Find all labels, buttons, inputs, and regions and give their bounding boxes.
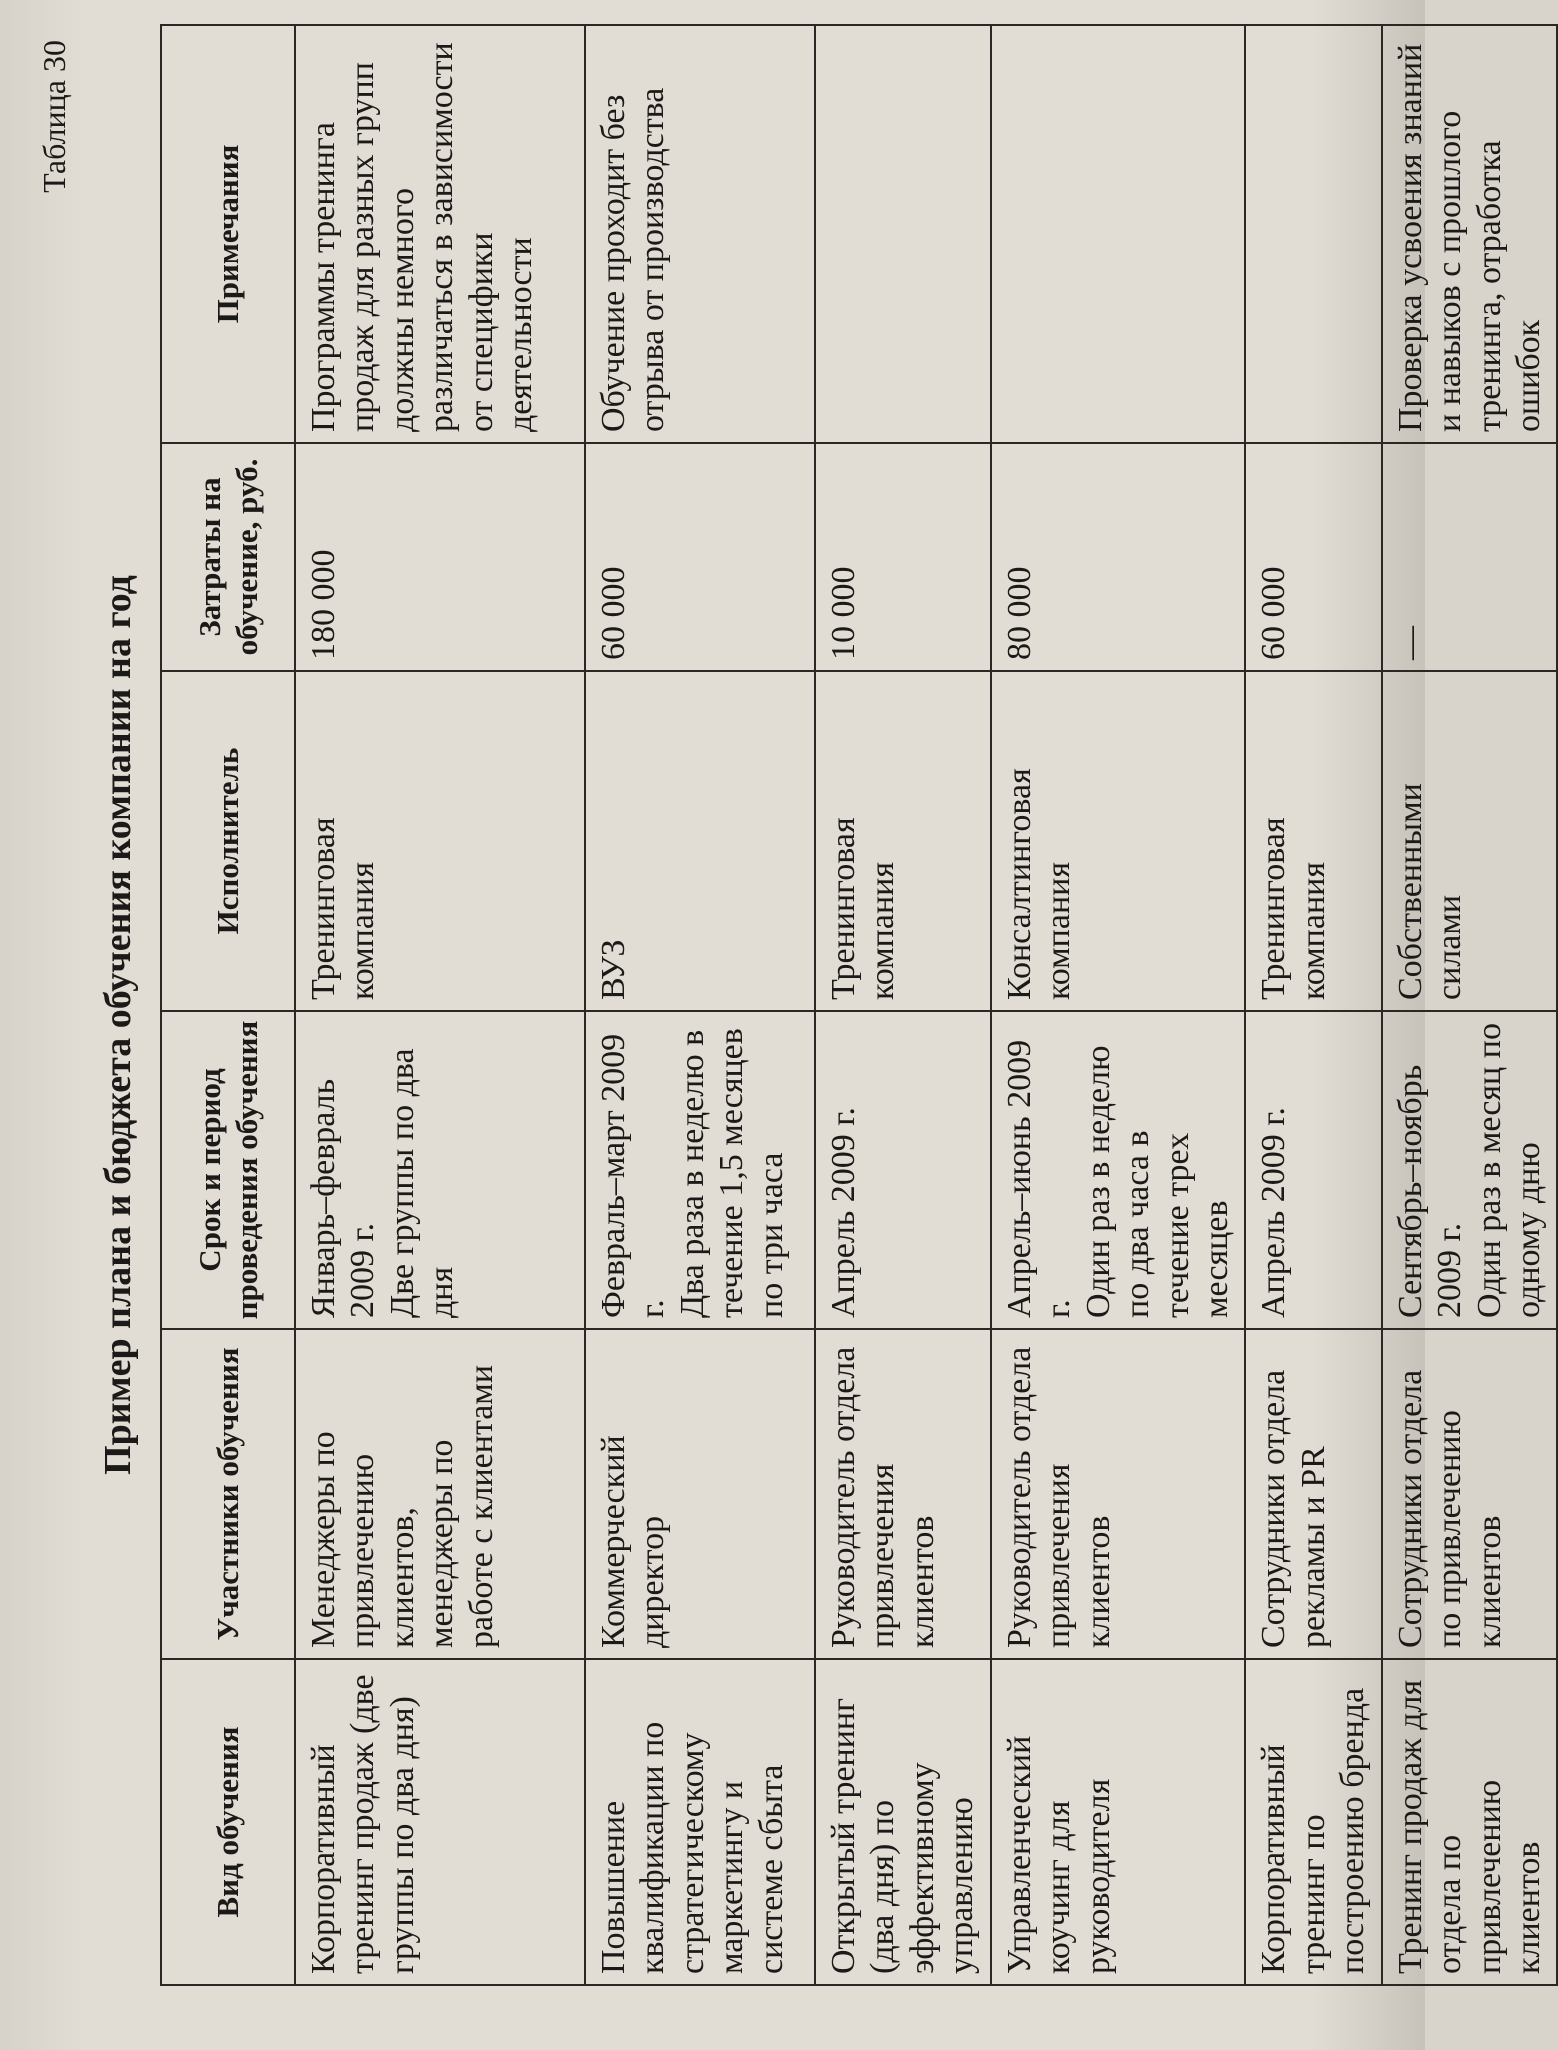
cell-term	[585, 1011, 815, 1329]
table-title: Пример плана и бюджета обучения компании на год	[97, 575, 139, 1475]
cell-notes: Обучение проходит без отрыва от производства	[585, 25, 815, 443]
cell-notes: Программы тренинга продаж для разных групп должны немного различаться в зависимости от специфики деятельности	[295, 25, 585, 443]
term-period: Апрель–июнь 2009 г.	[1000, 1039, 1078, 1318]
header-participants: Участники обучения	[161, 1329, 295, 1659]
cell-participants: Сотрудники отдела рекламы и PR	[1245, 1329, 1381, 1659]
cell-notes	[991, 25, 1246, 443]
header-executor: Исполнитель	[161, 671, 295, 1011]
table-row	[585, 25, 815, 1985]
cell-cost: 60 000	[585, 443, 815, 671]
cell-notes: Проверка усвоения знаний и навыков с прошлого тренинга, отработка ошибок	[1382, 25, 1558, 443]
cell-kind: Управленческий коучинг для руководителя	[991, 1659, 1246, 1985]
term-period: Сентябрь–ноябрь 2009 г.	[1391, 1064, 1469, 1318]
cell-term	[295, 1011, 585, 1329]
table-row	[1382, 25, 1558, 1985]
header-row	[161, 25, 295, 1985]
header-notes: Примечания	[161, 25, 295, 443]
term-period: Январь–февраль 2009 г.	[305, 1078, 382, 1318]
cell-executor: Консалтинговая компания	[991, 671, 1246, 1011]
cell-kind: Открытый тренинг (два дня) по эффективному управлению	[815, 1659, 991, 1985]
cell-term	[815, 1011, 991, 1329]
term-detail: Один раз в месяц по одному дню	[1470, 1023, 1547, 1318]
cell-kind: Корпоративный тренинг продаж (две группы по два дня)	[295, 1659, 585, 1985]
cell-kind: Тренинг продаж для отдела по привлечению клиентов	[1382, 1659, 1558, 1985]
term-detail: Два раза в неделю в течение 1,5 месяцев по три часа	[673, 1028, 790, 1318]
term-detail: Один раз в неделю по два часа в течение трех месяцев	[1079, 1045, 1235, 1318]
cell-cost: 180 000	[295, 443, 585, 671]
header-cost: Затраты на обучение, руб.	[161, 443, 295, 671]
table-row	[295, 25, 585, 1985]
cell-participants: Руководитель отдела привлечения клиентов	[815, 1329, 991, 1659]
table-number: Таблица 30	[36, 40, 72, 193]
cell-term	[1245, 1011, 1381, 1329]
cell-term	[991, 1011, 1246, 1329]
cell-cost: 10 000	[815, 443, 991, 671]
cell-cost: 80 000	[991, 443, 1246, 671]
cell-notes	[815, 25, 991, 443]
table-row	[815, 25, 991, 1985]
cell-kind: Корпоративный тренинг по построению бренда	[1245, 1659, 1381, 1985]
cell-participants: Сотрудники отдела по привлечению клиентов	[1382, 1329, 1558, 1659]
table-row	[1245, 25, 1381, 1985]
term-detail: Две группы по два дня	[383, 1048, 461, 1318]
cell-executor: ВУЗ	[585, 671, 815, 1011]
header-kind: Вид обучения	[161, 1659, 295, 1985]
cell-executor: Тренинговая компания	[815, 671, 991, 1011]
training-plan-table	[160, 24, 1558, 1986]
term-period: Апрель 2009 г.	[1255, 1107, 1293, 1318]
cell-notes	[1245, 25, 1381, 443]
cell-cost: 60 000	[1245, 443, 1381, 671]
cell-participants: Менеджеры по привлечению клиентов, менеджеры по работе с клиентами	[295, 1329, 585, 1659]
cell-term	[1382, 1011, 1558, 1329]
cell-executor: Собственными силами	[1382, 671, 1558, 1011]
cell-participants: Коммерческий директор	[585, 1329, 815, 1659]
cell-executor: Тренинговая компания	[1245, 671, 1381, 1011]
term-period: Апрель 2009 г.	[825, 1107, 862, 1318]
cell-participants: Руководитель отдела привлечения клиентов	[991, 1329, 1246, 1659]
cell-executor: Тренинговая компания	[295, 671, 585, 1011]
term-period: Февраль–март 2009 г.	[595, 1033, 672, 1318]
header-term: Срок и период проведения обучения	[161, 1011, 295, 1329]
cell-cost: —	[1382, 443, 1558, 671]
cell-kind: Повышение квалификации по стратегическому маркетингу и системе сбыта	[585, 1659, 815, 1985]
table-row	[991, 25, 1246, 1985]
